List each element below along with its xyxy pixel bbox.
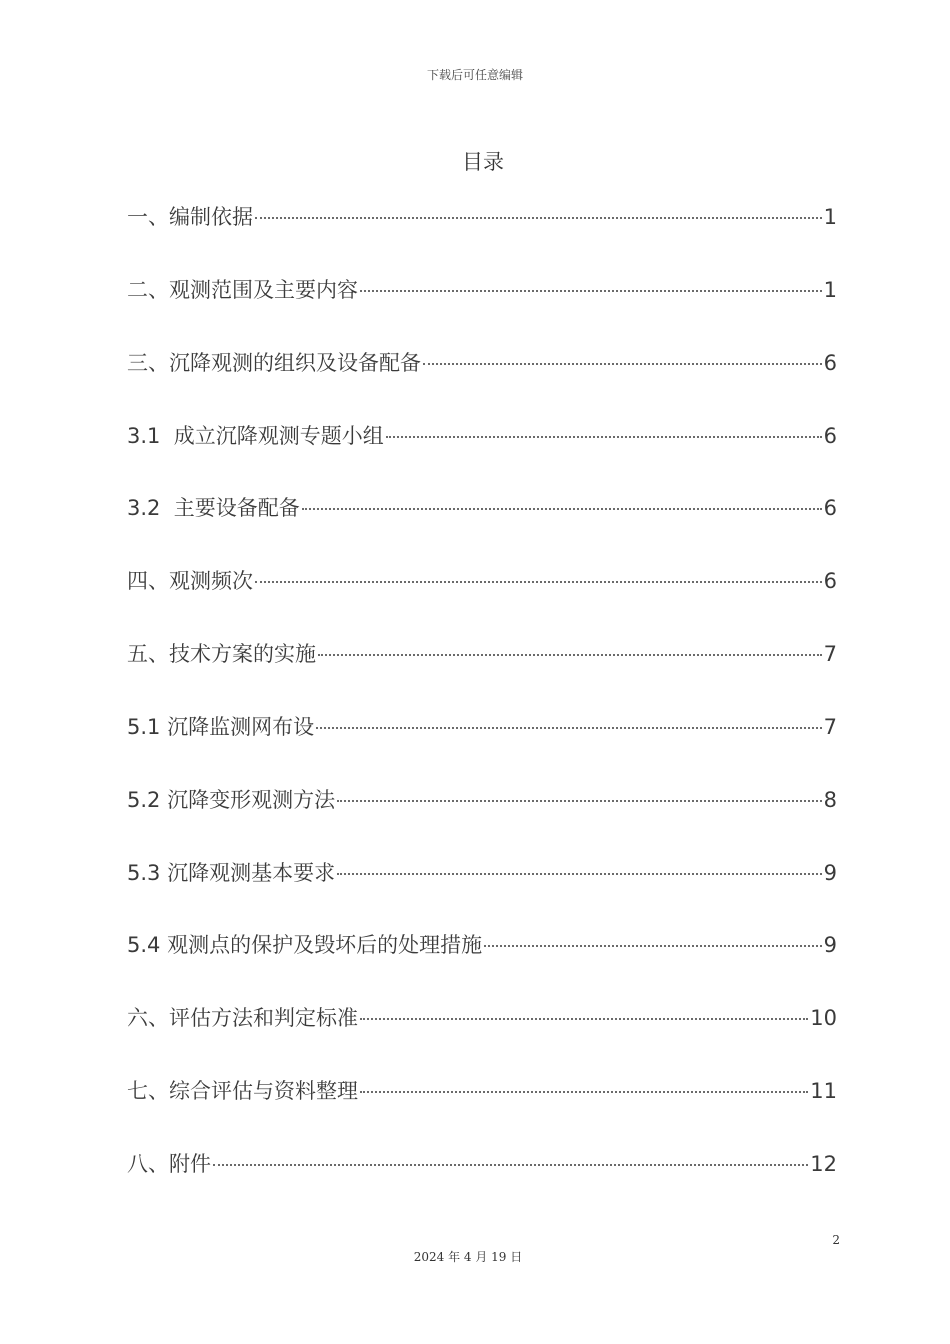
toc-entry-page: 10 [810, 1006, 837, 1031]
toc-entry-label: 三、沉降观测的组织及设备配备 [127, 350, 421, 375]
toc-entry[interactable] [127, 1146, 837, 1219]
toc-entry-page: 9 [823, 860, 837, 885]
toc-entry[interactable] [127, 1073, 837, 1146]
toc-entry-label: 七、综合评估与资料整理 [127, 1079, 358, 1104]
toc-entry-label: 5.2 沉降变形观测方法 [127, 787, 336, 812]
toc-entry[interactable] [127, 490, 837, 563]
page-number: 2 [832, 1233, 840, 1247]
toc-entry-page: 6 [823, 350, 837, 375]
toc-entry-label: 八、附件 [127, 1151, 211, 1176]
toc-entry-label: 5.4 观测点的保护及毁坏后的处理措施 [127, 933, 483, 958]
toc-dot-leader [255, 581, 822, 583]
toc-entry-page: 1 [823, 277, 837, 302]
toc-dot-leader [337, 800, 822, 802]
toc-entry[interactable] [127, 709, 837, 782]
toc-dot-leader [360, 290, 822, 292]
toc-entry[interactable] [127, 345, 837, 418]
toc-entry-label: 5.1 沉降监测网布设 [127, 714, 315, 739]
toc-entry[interactable] [127, 636, 837, 709]
toc-entry[interactable] [127, 927, 837, 1000]
toc-dot-leader [360, 1018, 808, 1020]
toc-dot-leader [316, 727, 822, 729]
toc-dot-leader [484, 945, 822, 947]
toc-entry-label: 3.2 主要设备配备 [127, 496, 300, 521]
toc-entry-page: 12 [810, 1151, 837, 1176]
toc-dot-leader [302, 508, 822, 510]
toc-entry[interactable] [127, 563, 837, 636]
toc-entry[interactable] [127, 855, 837, 928]
header-note: 下载后可任意编辑 [426, 68, 523, 82]
toc-entry-label: 六、评估方法和判定标准 [127, 1006, 358, 1031]
toc-entry-label: 五、技术方案的实施 [127, 642, 316, 667]
toc-entry-page: 6 [823, 569, 837, 594]
toc-entry[interactable] [127, 272, 837, 345]
toc-entry-page: 9 [823, 933, 837, 958]
toc-entry-page: 6 [823, 496, 837, 521]
toc-dot-leader [360, 1091, 808, 1093]
toc-dot-leader [423, 363, 822, 365]
toc-entry-page: 7 [823, 642, 837, 667]
toc-entry[interactable] [127, 199, 837, 272]
toc-dot-leader [386, 436, 822, 438]
toc-entry-label: 一、编制依据 [127, 205, 253, 229]
toc-entry-page: 6 [823, 423, 837, 448]
toc-entry[interactable] [127, 1000, 837, 1073]
toc-entry-label: 四、观测频次 [127, 569, 253, 594]
toc-title: 目录 [462, 150, 504, 174]
toc-entry-label: 3.1 成立沉降观测专题小组 [127, 423, 384, 448]
toc-dot-leader [318, 654, 822, 656]
toc-dot-leader [213, 1164, 808, 1166]
toc-entry-page: 1 [823, 205, 837, 229]
toc-entry-label: 5.3 沉降观测基本要求 [127, 860, 336, 885]
toc-entry[interactable] [127, 418, 837, 491]
toc-dot-leader [337, 873, 822, 875]
toc-dot-leader [255, 217, 822, 219]
toc-entry[interactable] [127, 782, 837, 855]
table-of-contents [127, 199, 837, 1219]
toc-entry-page: 7 [823, 714, 837, 739]
toc-entry-page: 8 [823, 787, 837, 812]
toc-entry-label: 二、观测范围及主要内容 [127, 277, 358, 302]
footer-date: 2024 年 4 月 19 日 [413, 1250, 523, 1264]
toc-entry-page: 11 [810, 1079, 837, 1104]
